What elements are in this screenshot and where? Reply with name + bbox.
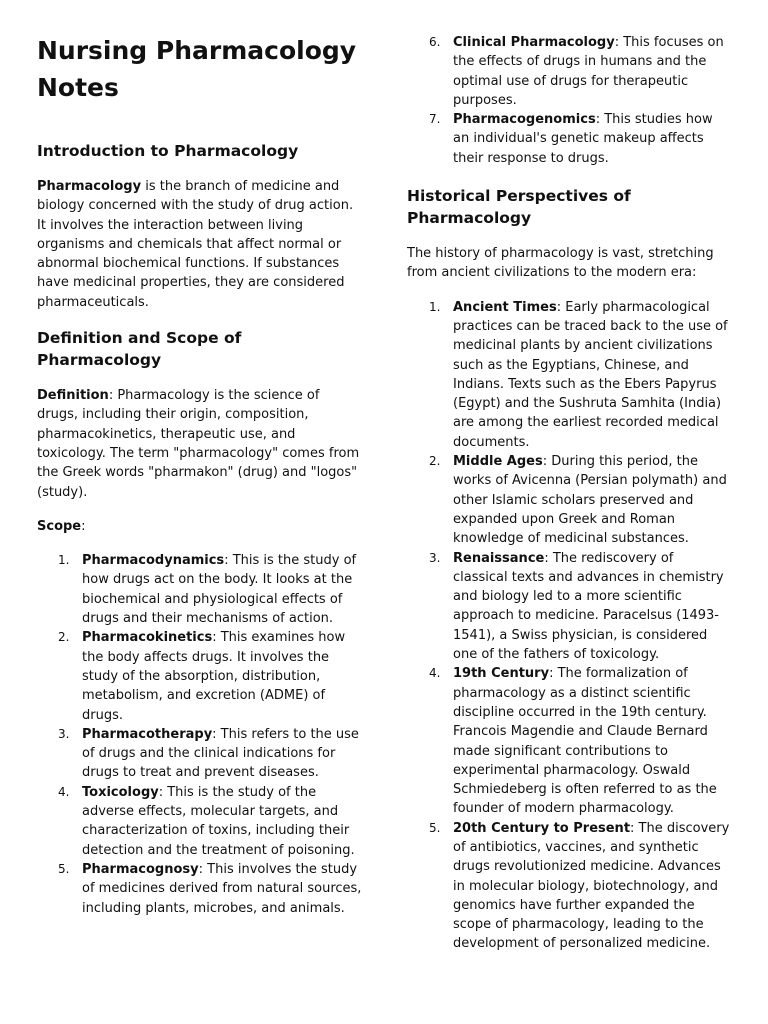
list-number: 3. xyxy=(58,726,70,741)
list-number: 2. xyxy=(429,454,441,469)
page-title: Nursing Pharmacology Notes xyxy=(37,36,357,102)
list-item xyxy=(407,110,732,168)
list-item xyxy=(407,664,732,818)
definition-paragraph xyxy=(37,386,362,502)
list-term: 19th Century xyxy=(453,666,550,682)
list-term: 20th Century to Present xyxy=(453,820,631,836)
list-number: 3. xyxy=(429,550,441,565)
list-item xyxy=(407,452,732,548)
list-number: 5. xyxy=(58,861,70,876)
list-item xyxy=(37,860,362,918)
list-item xyxy=(407,549,732,665)
list-term: Pharmacotherapy xyxy=(82,726,213,742)
list-text: : This focuses on the effects of drugs in humans and the optimal use of drugs for therapeutic purposes. xyxy=(453,35,724,108)
list-item xyxy=(37,551,362,628)
history-heading: Historical Perspectives of Pharmacology xyxy=(407,187,631,228)
list-term: Toxicology xyxy=(82,784,159,800)
list-number: 1. xyxy=(429,299,441,314)
list-term: Ancient Times xyxy=(453,299,557,315)
list-text: : This is the study of the adverse effects, molecular targets, and characterization of toxins, including their detection and the treatment of poisoning. xyxy=(82,784,355,858)
definition-scope-heading: Definition and Scope of Pharmacology xyxy=(37,329,242,370)
scope-label xyxy=(37,517,362,536)
scope-colon: : xyxy=(81,518,86,534)
intro-paragraph xyxy=(37,177,362,312)
list-text: : Early pharmacological practices can be traced back to the use of medicinal plants by ancient civilizations such as the Egyptians, Chinese, and Indians. Texts such as the Ebers Papyrus (Egypt) and the Sushruta Samhita (India) are among the earliest recorded medical documents. xyxy=(453,299,728,450)
definition-text: : Pharmacology is the science of drugs, including their origin, composition, pharmacokinetics, therapeutic use, and toxicology. The term "pharmacology" comes from the Greek words "pharmakon" (drug) and "logos" (study). xyxy=(37,388,360,500)
intro-heading: Introduction to Pharmacology xyxy=(37,142,299,160)
scope-list xyxy=(37,551,362,918)
list-term: Clinical Pharmacology xyxy=(453,35,615,50)
list-number: 5. xyxy=(429,820,441,835)
list-number: 7. xyxy=(429,112,441,127)
list-item xyxy=(407,298,732,452)
list-term: Pharmacognosy xyxy=(82,861,199,877)
list-term: Pharmacogenomics xyxy=(453,112,596,128)
list-item xyxy=(407,819,732,954)
history-intro: The history of pharmacology is vast, stretching from ancient civilizations to the modern era: xyxy=(407,246,714,281)
list-number: 4. xyxy=(58,784,70,799)
left-column xyxy=(37,0,362,918)
list-text: : This involves the study of medicines derived from natural sources, including plants, microbes, and animals. xyxy=(82,861,362,916)
right-column xyxy=(407,0,732,954)
scope-term: Scope xyxy=(37,518,82,534)
list-number: 1. xyxy=(58,553,70,568)
list-text: : The formalization of pharmacology as a distinct scientific discipline occurred in the 19th century. Francois Magendie and Claude Bernard made significant contributions to experimental pharmacology. Oswald Schmiedeberg is often referred to as the founder of modern pharmacology. xyxy=(453,666,717,817)
list-item xyxy=(407,33,732,110)
history-list xyxy=(407,298,732,954)
list-term: Middle Ages xyxy=(453,454,543,470)
list-text: : This studies how an individual's genetic makeup affects their response to drugs. xyxy=(453,112,713,166)
list-term: Renaissance xyxy=(453,550,545,566)
list-text: : This is the study of how drugs act on the body. It looks at the biochemical and physiological effects of drugs and their mechanisms of action. xyxy=(82,553,357,627)
list-text: : The discovery of antibiotics, vaccines, and synthetic drugs revolutionized medicine. Advances in molecular biology, biotechnology, and genomics have further expanded the scope of pharmacology, leading to the development of personalized medicine. xyxy=(453,820,730,952)
list-text: : This refers to the use of drugs and the clinical indications for drugs to treat and prevent diseases. xyxy=(82,726,359,781)
list-term: Pharmacodynamics xyxy=(82,553,225,569)
list-number: 2. xyxy=(58,630,70,645)
list-term: Pharmacokinetics xyxy=(82,630,213,646)
list-item xyxy=(37,628,362,724)
list-item xyxy=(37,725,362,783)
list-item xyxy=(37,783,362,860)
scope-list-continued xyxy=(407,33,732,168)
intro-term: Pharmacology xyxy=(37,179,142,194)
list-text: : This examines how the body affects drugs. It involves the study of the absorption, distribution, metabolism, and excretion (ADME) of drugs. xyxy=(82,630,346,723)
list-text: : The rediscovery of classical texts and advances in chemistry and biology led to a more scientific approach to medicine. Paracelsus (1493-1541), a Swiss physician, is considered one of the fathers of toxicology. xyxy=(453,550,724,663)
list-number: 6. xyxy=(429,35,441,49)
list-number: 4. xyxy=(429,666,441,681)
intro-text: is the branch of medicine and biology concerned with the study of drug action. It involves the interaction between living organisms and chemicals that affect normal or abnormal biochemical functions. If substances have medicinal properties, they are considered pharmaceuticals. xyxy=(37,179,354,310)
definition-term: Definition xyxy=(37,388,109,404)
list-text: : During this period, the works of Avicenna (Persian polymath) and other Islamic scholars preserved and expanded upon Greek and Roman knowledge of medicinal substances. xyxy=(453,454,727,547)
